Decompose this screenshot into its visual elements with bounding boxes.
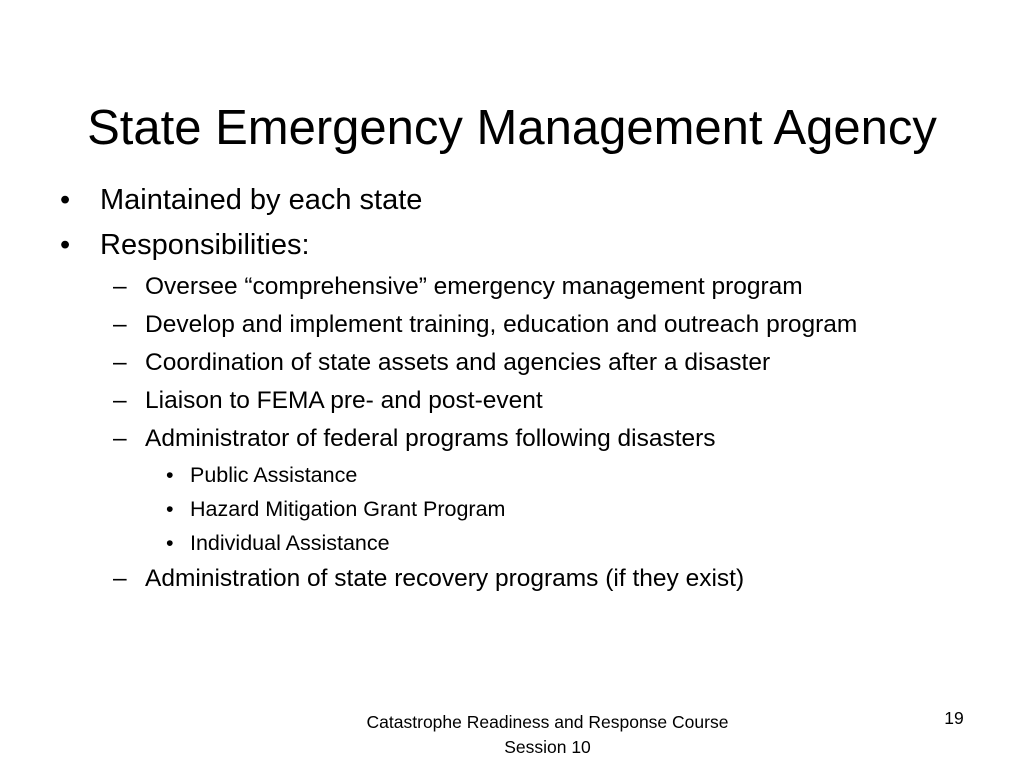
sub-bullet-text: Oversee “comprehensive” emergency management program bbox=[145, 273, 803, 300]
bullet-marker: • bbox=[166, 531, 174, 555]
sub-bullet-item bbox=[60, 423, 960, 454]
sub-bullet-item bbox=[60, 347, 960, 378]
bullet-marker: • bbox=[166, 497, 174, 521]
sub-bullet-item bbox=[60, 563, 960, 594]
sub-bullet-text: Administration of state recovery programs (if they exist) bbox=[145, 565, 745, 592]
bullet-marker: • bbox=[166, 463, 174, 487]
bullet-text: Responsibilities: bbox=[100, 229, 310, 261]
dash-marker: – bbox=[113, 273, 127, 300]
bullet-item bbox=[60, 226, 960, 264]
sub-bullet-text: Coordination of state assets and agencies after a disaster bbox=[145, 349, 771, 376]
footer-session: Session 10 bbox=[504, 737, 591, 757]
sub-bullet-text: Administrator of federal programs following disasters bbox=[145, 425, 716, 452]
dash-marker: – bbox=[113, 311, 127, 338]
slide-content bbox=[60, 181, 960, 601]
sub-sub-bullet-item bbox=[60, 461, 960, 489]
bullet-item bbox=[60, 181, 960, 219]
sub-bullet-item bbox=[60, 309, 960, 340]
sub-bullet-text: Liaison to FEMA pre- and post-event bbox=[145, 387, 543, 414]
sub-sub-bullet-text: Public Assistance bbox=[190, 463, 358, 487]
bullet-text: Maintained by each state bbox=[100, 184, 423, 216]
dash-marker: – bbox=[113, 565, 127, 592]
footer bbox=[300, 710, 795, 760]
sub-bullet-text: Develop and implement training, education and outreach program bbox=[145, 311, 858, 338]
dash-marker: – bbox=[113, 425, 127, 452]
dash-marker: – bbox=[113, 349, 127, 376]
page-number: 19 bbox=[944, 708, 964, 728]
sub-bullet-item bbox=[60, 271, 960, 302]
sub-sub-bullet-text: Hazard Mitigation Grant Program bbox=[190, 497, 506, 521]
sub-bullet-item bbox=[60, 385, 960, 416]
footer-course-name: Catastrophe Readiness and Response Course bbox=[366, 712, 729, 732]
slide-title: State Emergency Management Agency bbox=[87, 101, 937, 155]
sub-sub-bullet-text: Individual Assistance bbox=[190, 531, 390, 555]
bullet-marker: • bbox=[60, 184, 71, 216]
sub-sub-bullet-item bbox=[60, 529, 960, 557]
dash-marker: – bbox=[113, 387, 127, 414]
sub-sub-bullet-item bbox=[60, 495, 960, 523]
bullet-marker: • bbox=[60, 229, 71, 261]
